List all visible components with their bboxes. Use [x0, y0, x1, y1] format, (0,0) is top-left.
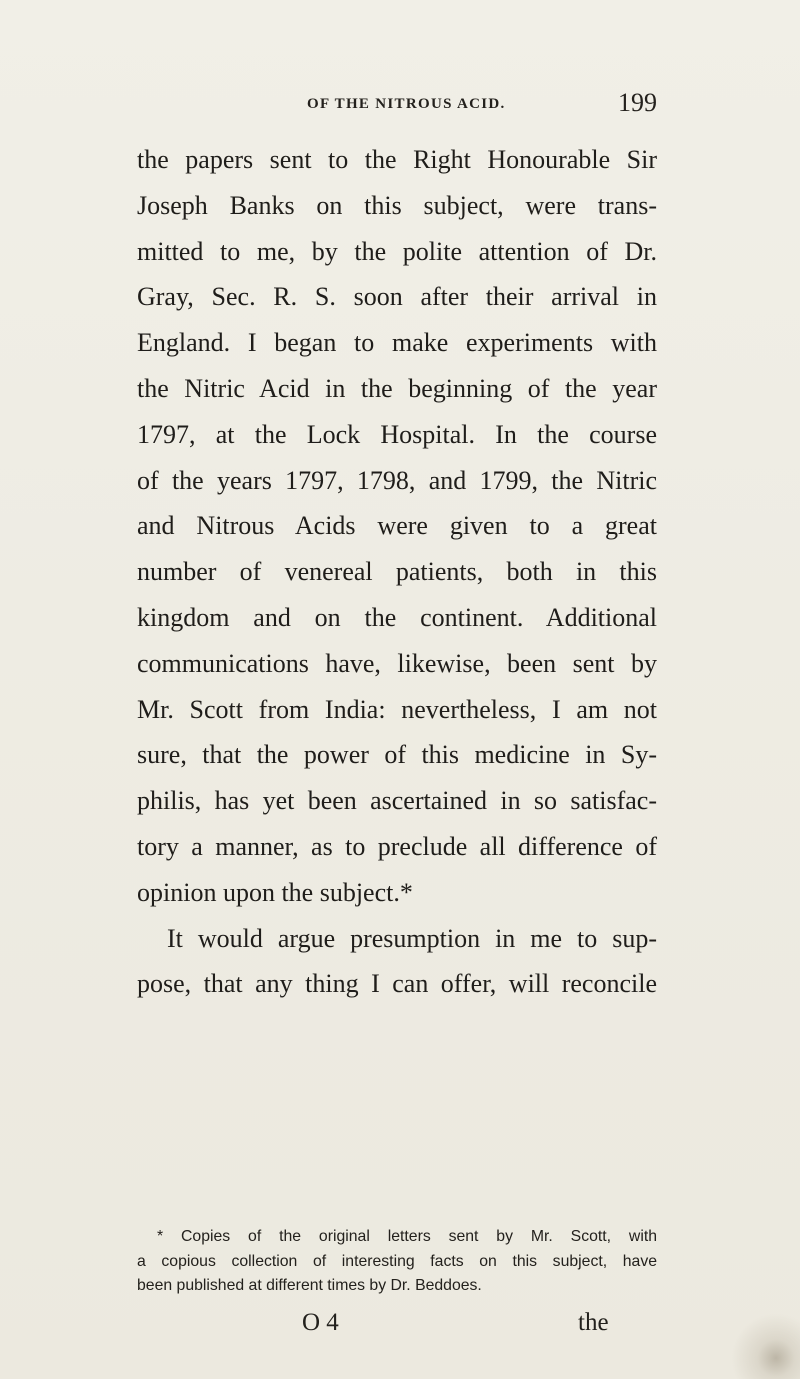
text-line: 1797, at the Lock Hospital. In the course [137, 419, 657, 449]
text-line: and Nitrous Acids were given to a great [137, 511, 657, 541]
signature-mark: O 4 [302, 1309, 339, 1336]
text-line: tory a manner, as to preclude all difference of [137, 831, 657, 861]
text-line: opinion upon the subject.* [137, 877, 413, 907]
running-head: OF THE NITROUS ACID. [307, 96, 506, 112]
footnote-line: a copious collection of interesting facts on this subject, have [137, 1252, 657, 1270]
catchword: the [578, 1309, 609, 1336]
text-line: Mr. Scott from India: nevertheless, I am not [137, 694, 657, 724]
page-header [137, 90, 657, 130]
text-line: sure, that the power of this medicine in Sy- [137, 740, 657, 770]
footnote [137, 1225, 657, 1299]
text-line: Joseph Banks on this subject, were trans- [137, 190, 657, 220]
text-line: philis, has yet been ascertained in so satisfac- [137, 786, 657, 816]
body-text [137, 137, 657, 1007]
text-line: mitted to me, by the polite attention of Dr. [137, 236, 657, 266]
footnote-line: been published at different times by Dr. Beddoes. [137, 1277, 482, 1294]
text-line: Gray, Sec. R. S. soon after their arrival in [137, 282, 657, 312]
text-line: pose, that any thing I can offer, will reconcile [137, 969, 657, 999]
text-line: communications have, likewise, been sent by [137, 648, 657, 678]
text-line: England. I began to make experiments with [137, 328, 657, 358]
text-line: the Nitric Acid in the beginning of the year [137, 373, 657, 403]
text-line-paragraph-start: It would argue presumption in me to sup- [167, 923, 657, 953]
page-number: 199 [618, 88, 657, 117]
text-line: the papers sent to the Right Honourable Sir [137, 145, 657, 174]
text-line: of the years 1797, 1798, and 1799, the Nitric [137, 465, 657, 495]
text-line: kingdom and on the continent. Additional [137, 602, 657, 632]
paper-stain [720, 1309, 800, 1379]
text-line: number of venereal patients, both in this [137, 557, 657, 587]
footnote-line: * Copies of the original letters sent by Mr. Scott, with [157, 1228, 657, 1245]
